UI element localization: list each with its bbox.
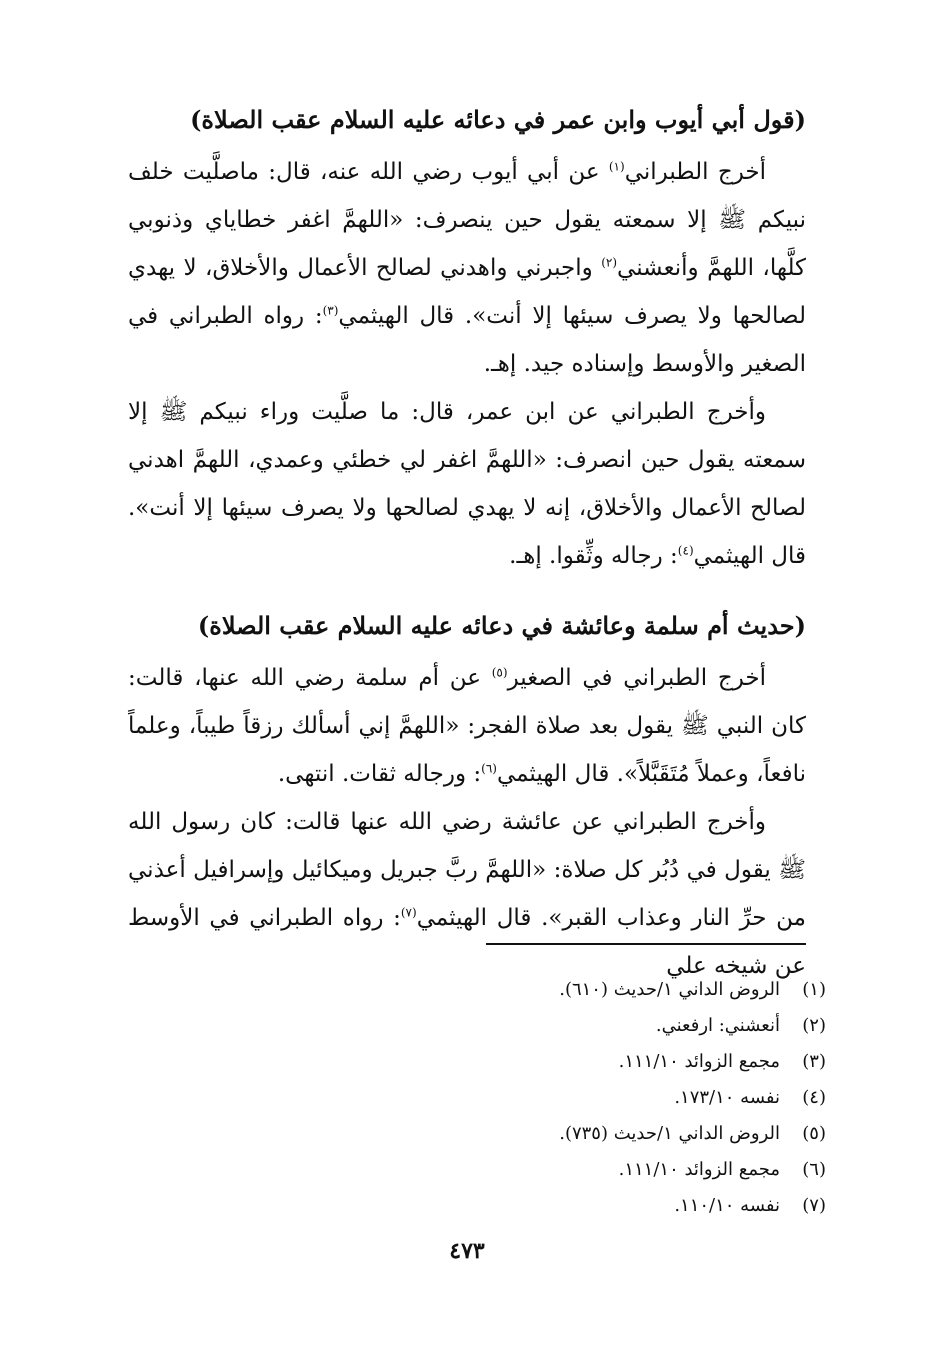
footnote-number: (٢) <box>802 1015 826 1036</box>
section-heading-2: (حديث أم سلمة وعائشة في دعائه عليه السلام عقب الصلاة) <box>197 611 806 640</box>
paragraph-4: وأخرج الطبراني عن عائشة رضي الله عنها قالت: كان رسول الله ﷺ يقول في دُبُر كل صلاة: «اللهمَّ ربَّ جبريل وميكائيل وإسرافيل أعذني من حرِّ النار وعذاب القبر». قال الهيثمي$^{(٧)}$: رواه الطبراني في الأوسط عن شيخه علي <box>128 809 806 979</box>
footnote-item <box>300 1116 826 1152</box>
paragraph-1: أخرج الطبراني$^{(١)}$ عن أبي أيوب رضي الله عنه، قال: ماصلَّيت خلف نبيكم ﷺ إلا سمعته يقول حين ينصرف: «اللهمَّ اغفر خطاياي وذنوبي كلَّها، اللهمَّ وأنعشني$^{(٢)}$ واجبرني واهدني لصالح الأعمال والأخلاق، لا يهدي لصالحها ولا يصرف سيئها إلا أنت». قال الهيثمي$^{(٣)}$: رواه الطبراني في الصغير والأوسط وإسناده جيد. إهـ. <box>128 159 807 377</box>
footnote-separator <box>486 943 806 945</box>
footnote-item <box>300 972 826 1008</box>
footnote-number: (٦) <box>802 1159 826 1180</box>
footnote-ref-3: (٣) <box>322 303 339 318</box>
paragraph-3: أخرج الطبراني في الصغير$^{(٥)}$ عن أم سلمة رضي الله عنها، قالت: كان النبي ﷺ يقول بعد صلاة الفجر: «اللهمَّ إني أسألك رزقاً طيباً، وعلماً نافعاً، وعملاً مُتَقَبَّلاً». قال الهيثمي$^{(٦)}$: ورجاله ثقات. انتهى. <box>128 665 806 787</box>
footnote-item <box>300 1008 826 1044</box>
footnote-ref-4: (٤) <box>677 543 694 558</box>
footnote-text: نفسه ١١٠/١٠. <box>674 1195 780 1216</box>
footnote-number: (٧) <box>802 1195 826 1216</box>
footnote-number: (١) <box>802 979 826 1000</box>
paragraph-2: وأخرج الطبراني عن ابن عمر، قال: ما صلَّيت وراء نبيكم ﷺ إلا سمعته يقول حين انصرف: «اللهمَّ اغفر لي خطئي وعمدي، اللهمَّ اهدني لصالح الأعمال والأخلاق، إنه لا يهدي لصالحها ولا يصرف سيئها إلا أنت». قال الهيثمي$^{(٤)}$: رجاله وثِّقوا. إهـ. <box>128 399 806 569</box>
footnote-item <box>300 1044 826 1080</box>
footnote-text: مجمع الزوائد ١١١/١٠. <box>618 1159 780 1180</box>
footnote-number: (٣) <box>802 1051 826 1072</box>
footnote-ref-6: (٦) <box>481 761 497 776</box>
footnote-number: (٤) <box>802 1087 826 1108</box>
footnote-text: نفسه ١٧٣/١٠. <box>674 1087 780 1108</box>
footnote-ref-5: (٥) <box>491 665 508 680</box>
footnote-item <box>300 1152 826 1188</box>
page-number: ٤٧٣ <box>449 1238 485 1264</box>
footnote-ref-2: (٢) <box>601 255 618 270</box>
footnote-text: الروض الداني ١/حديث (٧٣٥). <box>559 1123 780 1144</box>
footnotes-list <box>300 972 826 1224</box>
section-gap <box>128 580 806 606</box>
footnote-text: أنعشني: ارفعني. <box>655 1015 780 1036</box>
footnote-text: الروض الداني ١/حديث (٦١٠). <box>559 979 780 1000</box>
footnote-ref-7: (٧) <box>400 905 417 920</box>
section-heading-1: (قول أبي أيوب وابن عمر في دعائه عليه السلام عقب الصلاة) <box>190 105 806 134</box>
footnote-item <box>300 1188 826 1224</box>
footnote-ref-1: (١) <box>608 159 625 174</box>
footnote-text: مجمع الزوائد ١١١/١٠. <box>618 1051 780 1072</box>
footnote-item <box>300 1080 826 1116</box>
footnote-number: (٥) <box>802 1123 826 1144</box>
main-text <box>128 100 806 990</box>
